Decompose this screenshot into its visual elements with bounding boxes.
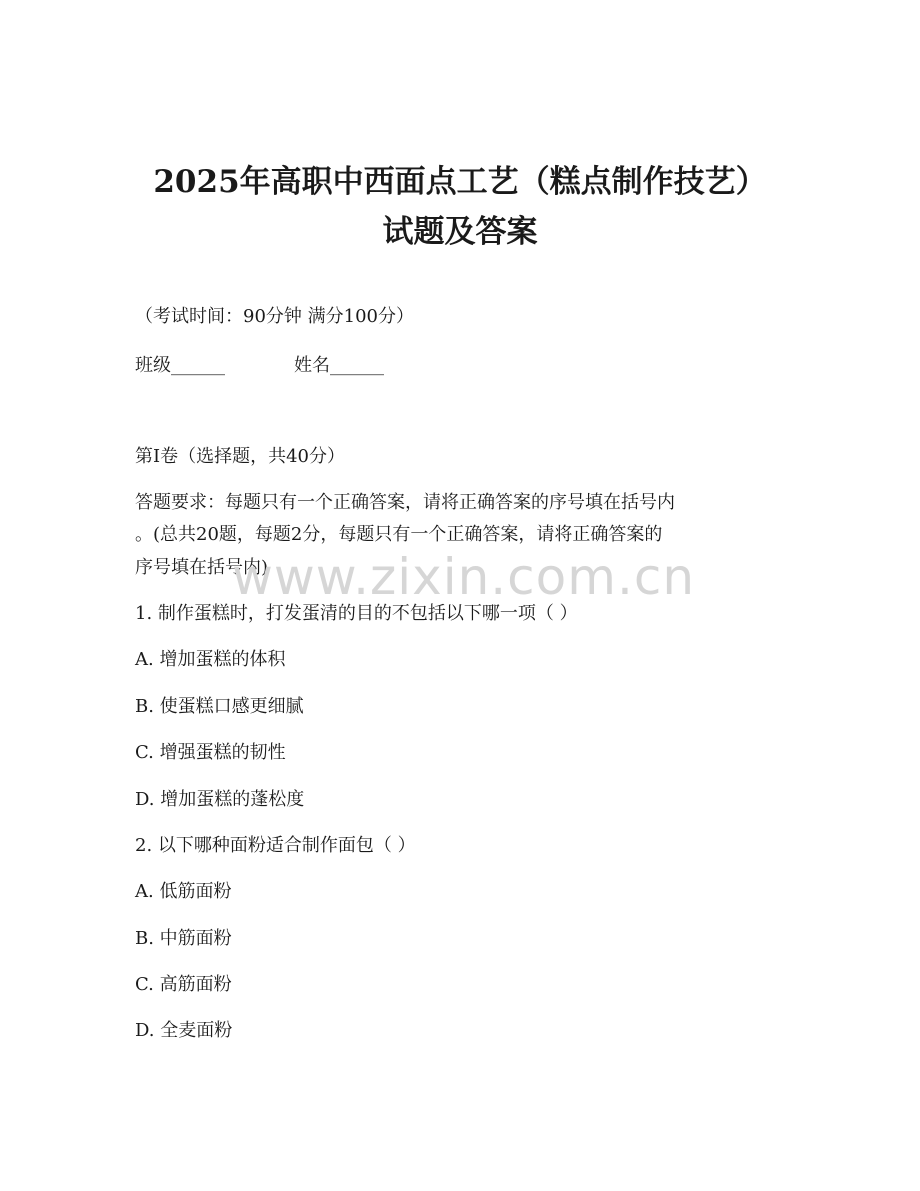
instructions-line: 答题要求：每题只有一个正确答案，请将正确答案的序号填在括号内 [135, 492, 675, 513]
instructions-line: 。(总共20题，每题2分，每题只有一个正确答案，请将正确答案的 [135, 524, 663, 545]
name-field: 姓名______ [294, 355, 384, 376]
question-stem: 1. 制作蛋糕时，打发蛋清的目的不包括以下哪一项（ ） [135, 603, 578, 624]
question-stem: 2. 以下哪种面粉适合制作面包（ ） [135, 835, 416, 856]
question-option: C. 高筋面粉 [135, 974, 232, 995]
question-option: D. 全麦面粉 [135, 1020, 233, 1041]
section-heading: 第I卷（选择题，共40分） [135, 446, 346, 467]
watermark: www.zixin.com.cn [232, 548, 696, 606]
question-option: D. 增加蛋糕的蓬松度 [135, 789, 305, 810]
exam-info: （考试时间：90分钟 满分100分） [135, 306, 414, 327]
question-option: C. 增强蛋糕的韧性 [135, 742, 286, 763]
title-line-1: 2025年高职中西面点工艺（糕点制作技艺） [153, 164, 767, 200]
title-line-2: 试题及答案 [382, 214, 538, 250]
instructions-line: 序号填在括号内) [135, 557, 269, 578]
question-option: A. 增加蛋糕的体积 [135, 649, 286, 670]
question-option: B. 中筋面粉 [135, 928, 232, 949]
question-option: A. 低筋面粉 [135, 881, 232, 902]
class-field: 班级______ [135, 355, 225, 376]
question-option: B. 使蛋糕口感更细腻 [135, 696, 304, 717]
